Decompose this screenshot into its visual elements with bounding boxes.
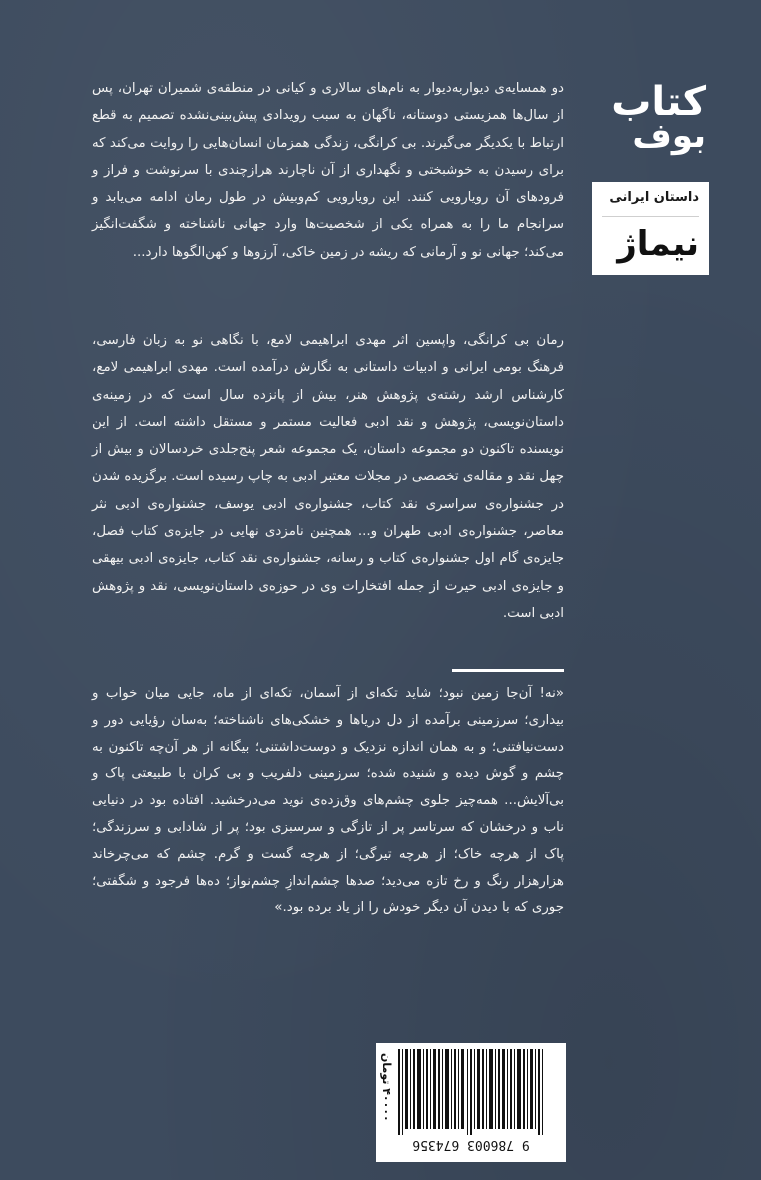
imprint-logo [592,79,716,162]
summary-paragraph: دو همسایه‌ی دیواربه‌دیوار به نام‌های سالاری و کیانی در منطقه‌ی شمیران تهران، پس از سال‌ها همزیستی دوستانه، ناگهان به سبب رویدادی پیش‌بینی‌نشده تصمیم به قطع ارتباط با یکدیگر می‌گیرند. بی کرانگی، زندگی همزمان انسان‌هایی را روایت می‌کند که برای رسیدن به خوشبختی و نگهداری از آن ناچارند هرازچندی با سرنوشت و فراز و فرودهای آن رویارویی کنند. این رویارویی کم‌وبیش در طول رمان ادامه می‌یابد و سرانجام ما را به همراه یکی از شخصیت‌ها وارد جهانی ناشناخته و شگفت‌انگیز می‌کند؛ جهانی نو و آرمانی که ریشه در زمین خاکی، آرزوها و کهن‌الگوها دارد... [92,81,564,260]
section-divider [452,669,564,672]
publisher-logo: نیماژ [617,224,699,264]
series-label: داستان ایرانی [609,190,699,205]
barcode-box [376,1043,566,1162]
imprint-logo-line1: کتاب [611,79,706,125]
author-bio-paragraph: رمان بی کرانگی، واپسین اثر مهدی ابراهیمی لامع، با نگاهی نو به زبان فارسی، فرهنگ بومی ایرانی و ادبیات داستانی به نگارش درآمده است. مهدی ابراهیمی لامع، کارشناس ارشد رشته‌ی پژوهش هنر، بیش از پانزده سال است که در زمینه‌ی داستان‌نویسی، پژوهش و نقد ادبی فعالیت مستمر و مستقل داشته است. از این نویسنده تاکنون دو مجموعه داستان، یک مجموعه شعر پنج‌جلدی خردسالان و بیش از چهل نقد و مقاله‌ی تخصصی در مجلات معتبر ادبی به چاپ رسیده است. برگزیده شدن در جشنواره‌ی سراسری نقد کتاب، جشنواره‌ی ادبی یوسف، جشنواره‌ی ادبی نثر معاصر، جشنواره‌ی ادبی طهران و... همچنین نامزدی نهایی در جایزه‌ی کتاب فصل، جایزه‌ی گام اول جشنواره‌ی کتاب و رسانه، جشنواره‌ی نقد کتاب، جایزه‌ی ادبی بیهقی و جایزه‌ی ادبی حیرت از جمله افتخارات وی در حوزه‌ی داستان‌نویسی، نقد و پژوهش ادبی است. [92,333,564,621]
series-box [592,182,709,275]
price-label [376,1049,396,1135]
isbn-number: 9 786003 674356 [412,1137,530,1152]
series-divider [602,216,699,217]
barcode-icon [398,1049,544,1135]
excerpt-quote: «نه! آن‌جا زمین نبود؛ شاید تکه‌ای از آسمان، تکه‌ای از ماه، جایی میان خواب و بیداری؛ سرزمینی برآمده از دل دریاها و خشکی‌های ناشناخته؛ به‌سان رؤیایی دور و دست‌نیافتنی؛ و به همان اندازه نزدیک و دوست‌داشتنی؛ بیگانه از هر آن‌چه تاکنون به چشم و گوش دیده و شنیده شده؛ سرزمینی دلفریب و بی کران با طبیعتی پاک و بی‌آلایش... همه‌چیز جلوی چشم‌های وق‌زده‌ی نوید می‌درخشید. افتاده بود در دنیایی ناب و درخشان که سرتاسر پر از تازگی و سرسبزی بود؛ پر از شادابی و سرزندگی؛ پاک از هرچه خاک؛ از هرچه تیرگی؛ از هرچه گست و گرم. چشم که می‌چرخاند هزارهزار رنگ و رخ تازه می‌دید؛ صدها چشم‌اندازِ چشم‌نواز؛ ده‌ها فرجود و شگفتی؛ جوری که با دیدن آن دیگر خودش را از یاد برده بود.» [92,686,564,916]
price-text: ۴۰۰۰۰ تومان [380,1053,393,1122]
imprint-logo-line2: بوف [632,116,706,156]
